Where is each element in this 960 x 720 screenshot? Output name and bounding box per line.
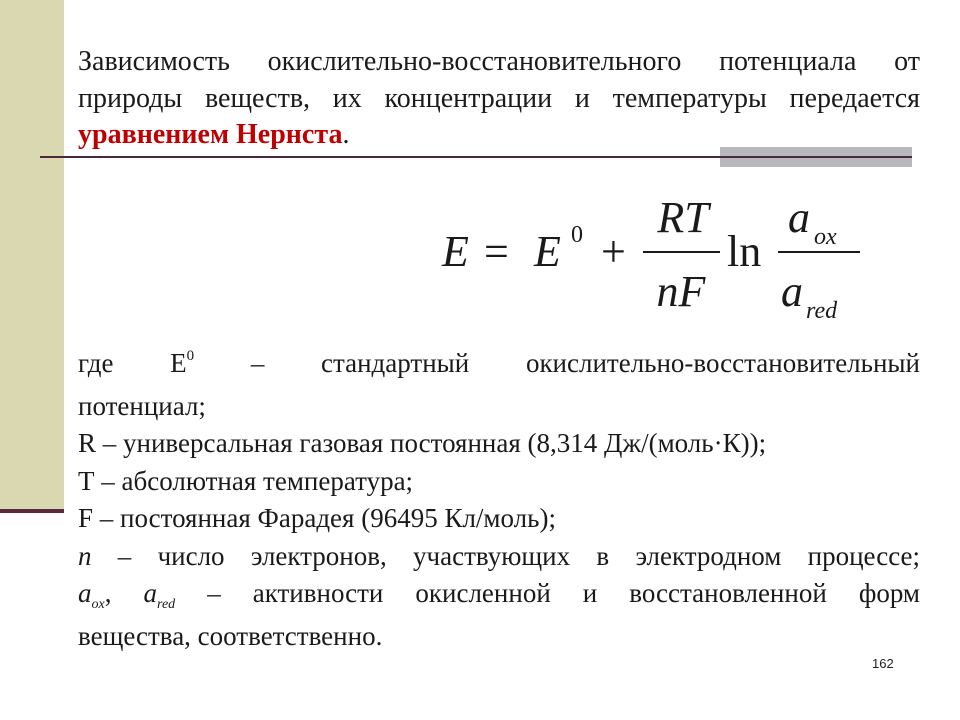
formula-e: E	[442, 227, 469, 276]
intro-text: Зависимость окислительно-восстановительного потенциала от природы веществ, их концентрации и температуры передается	[78, 46, 920, 114]
def-n-symbol: n	[78, 540, 92, 571]
formula-plus: +	[601, 227, 626, 276]
def-t: Т – абсолютная температура;	[78, 465, 414, 496]
formula-e0-sup: 0	[571, 222, 583, 248]
def-a-red-symbol: a	[143, 578, 158, 608]
def-a-red-sub: red	[157, 597, 176, 612]
def-a-ox-symbol: a	[78, 578, 92, 608]
def-n	[78, 538, 920, 576]
def-e0	[78, 345, 920, 388]
definitions	[78, 345, 920, 655]
def-e0-symbol: где Е	[78, 348, 187, 378]
def-activities-continuation: вещества, соответственно.	[78, 620, 383, 651]
def-e0-text: – стандартный окислительно-восстановительный	[194, 348, 920, 378]
def-r: R – универсальная газовая постоянная (8,314 Дж/(моль·К));	[78, 428, 767, 458]
nernst-equation-highlight: уравнением Нернста	[78, 119, 343, 150]
def-activities-text: – активности окисленной и восстановленной форм	[175, 578, 920, 608]
formula-a-red: a	[781, 267, 803, 316]
def-e0-continuation: потенциал;	[78, 390, 206, 421]
page-number: 162	[872, 656, 894, 671]
def-activities	[78, 575, 920, 618]
formula-a-red-sub: red	[806, 298, 838, 324]
formula-denominator: nF	[656, 267, 706, 316]
formula-equals: =	[484, 227, 509, 276]
def-f: F – постоянная Фарадея (96495 Кл/моль);	[78, 503, 556, 533]
formula-ln: ln	[727, 227, 762, 276]
def-e0-sup: 0	[186, 348, 195, 364]
def-a-separator: ,	[104, 578, 144, 608]
formula-e0: E	[534, 227, 561, 276]
formula-a-ox: a	[788, 193, 810, 242]
def-n-text: – число электронов, участвующих в электродном процессе;	[91, 540, 920, 571]
formula-a-ox-sub: ox	[814, 224, 837, 250]
left-decor-rule	[0, 509, 64, 513]
def-a-ox-sub: ox	[91, 597, 105, 612]
formula-numerator: RT	[657, 193, 709, 242]
intro-period: .	[342, 119, 350, 150]
